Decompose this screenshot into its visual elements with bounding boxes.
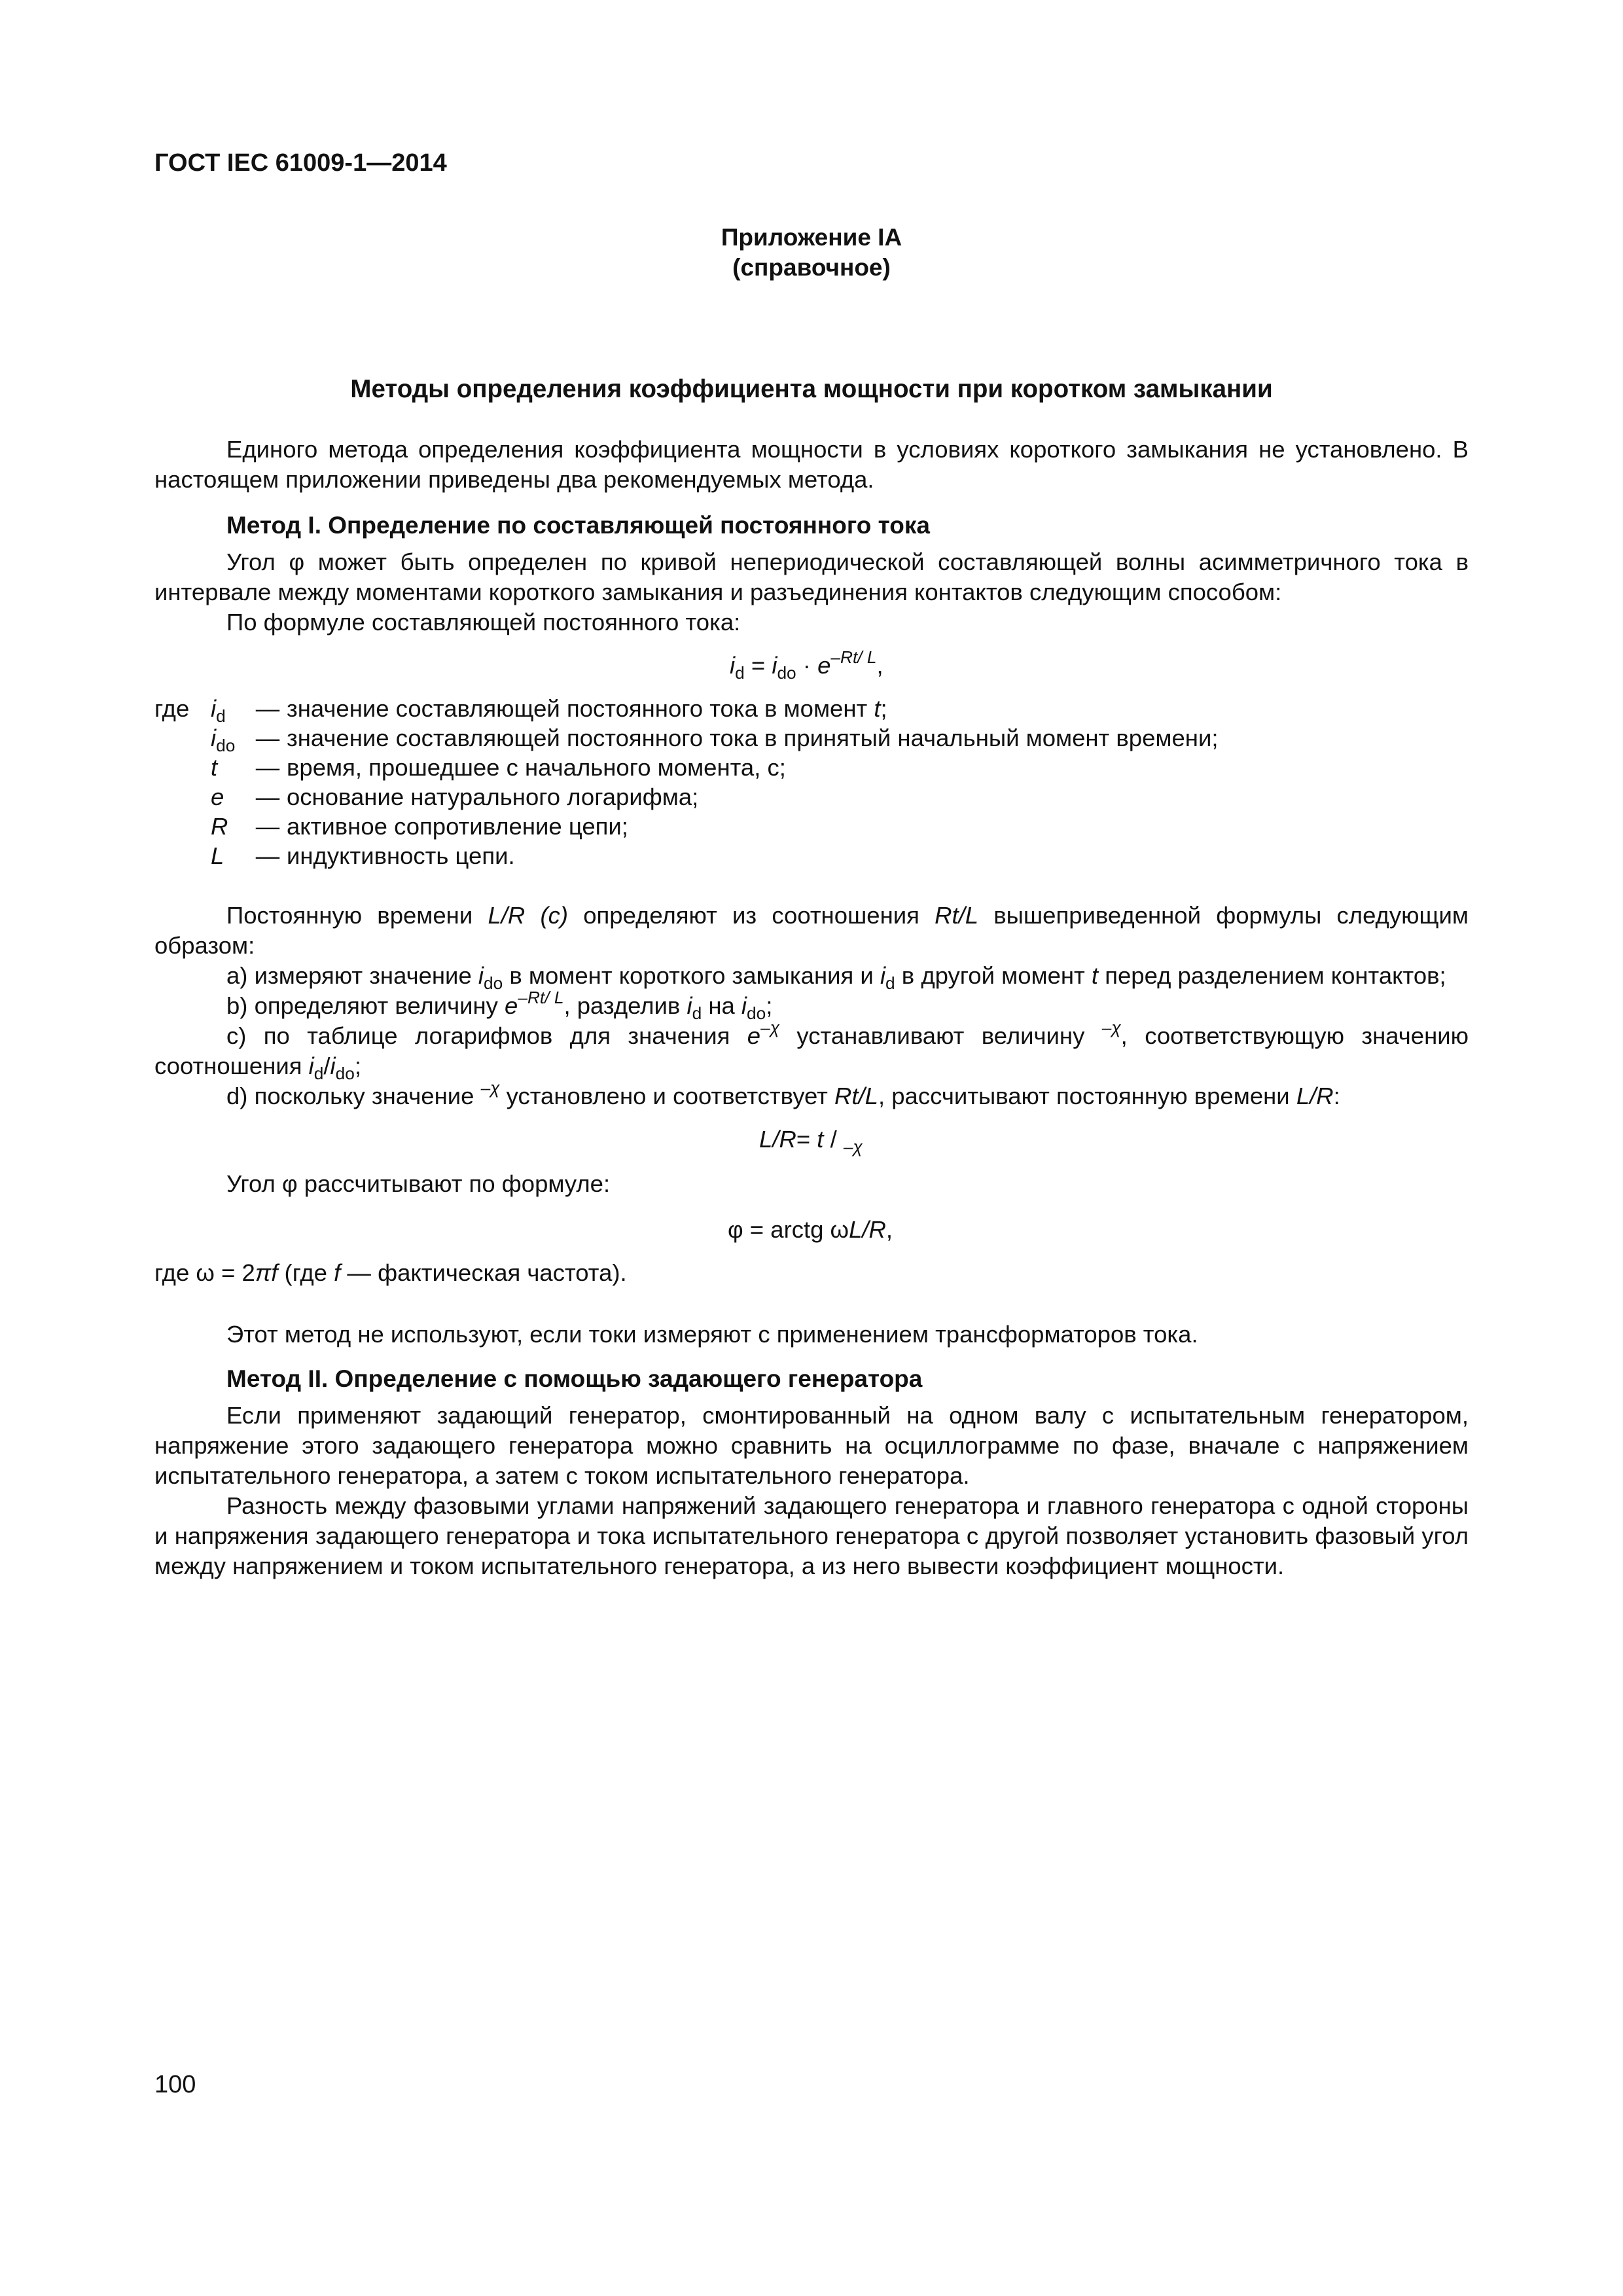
annex-title: Приложение IA bbox=[721, 224, 902, 251]
intro-paragraph: Единого метода определения коэффициента мощности в условиях короткого замыкания не установлено. В настоящем приложении приведены два рекомендуемых метода. bbox=[154, 436, 1469, 493]
definition-dash: — bbox=[255, 813, 280, 840]
document-id: ГОСТ IEC 61009-1—2014 bbox=[154, 149, 447, 177]
definition-row bbox=[154, 782, 1218, 812]
definition-symbol: $i_d$ bbox=[211, 695, 226, 726]
definition-text: основание натурального логарифма; bbox=[287, 783, 699, 810]
section-title: Методы определения коэффициента мощности при коротком замыкании bbox=[350, 375, 1273, 403]
definition-dash: — bbox=[255, 783, 280, 810]
where-label: где bbox=[154, 695, 190, 722]
definition-dash: — bbox=[255, 754, 280, 781]
method2-paragraph-2: Разность между фазовыми углами напряжений задающего генератора и главного генератора с одной стороны и напряжения задающего генератора и тока испытательного генератора с другой позволяет установить фазовый угол между напряжением и током испытательного генератора, а из него вывести коэффициент мощности. bbox=[154, 1492, 1469, 1579]
step-a: a) измеряют значение $i_{do}$ в момент короткого замыкания и $i_d$ в другой момент t перед разделением контактов; bbox=[226, 962, 1446, 993]
definition-text: время, прошедшее с начального момента, с; bbox=[287, 754, 786, 781]
definition-row bbox=[154, 841, 1218, 870]
definition-text: значение составляющей постоянного тока в принятый начальный момент времени; bbox=[287, 725, 1219, 751]
method1-paragraph-2: По формуле составляющей постоянного тока: bbox=[226, 609, 741, 636]
definition-row bbox=[154, 694, 1218, 723]
definition-text: активное сопротивление цепи; bbox=[287, 813, 628, 840]
annex-status: (справочное) bbox=[732, 254, 891, 281]
definition-dash: — bbox=[255, 842, 280, 869]
definition-dash: — bbox=[255, 725, 280, 751]
step-c: c) по таблице логарифмов для значения $e^{-\chi}$ устанавливают величину $^{-\chi}$, соответствующую значению соотношения $i_d/i_{do}$; bbox=[154, 1018, 1469, 1083]
definition-text: значение составляющей постоянного тока в момент t; bbox=[287, 695, 887, 722]
where-label bbox=[154, 812, 211, 841]
step-d: d) поскольку значение $^{-\chi}$ установлено и соответствует Rt/L, рассчитывают постоянную времени L/R: bbox=[226, 1078, 1340, 1109]
definition-dash: — bbox=[255, 695, 280, 722]
definition-symbol: e bbox=[211, 783, 224, 810]
definition-row bbox=[154, 753, 1218, 782]
where-label bbox=[154, 753, 211, 782]
method2-paragraph-1: Если применяют задающий генератор, смонтированный на одном валу с испытательным генератором, напряжение этого задающего генератора можно сравнить на осциллограмме по фазе, вначале с напряжением испытательного генератора, а затем с током испытательного генератора. bbox=[154, 1402, 1469, 1489]
definition-symbol: $i_{do}$ bbox=[211, 725, 236, 755]
formula-dc-component: $i_d = i_{do} \cdot e^{-Rt/ L}$, bbox=[730, 647, 883, 683]
where-label bbox=[154, 782, 211, 812]
page-number: 100 bbox=[154, 2071, 196, 2098]
method1-paragraph-6: Этот метод не используют, если токи измеряют с применением трансформаторов тока. bbox=[226, 1321, 1198, 1348]
step-b: b) определяют величину $e^{-Rt/ L}$, разделив $i_d$ на $i_{do}$; bbox=[226, 988, 773, 1023]
where-label bbox=[154, 841, 211, 870]
omega-definition: где ω = 2πf (где f — фактическая частота). bbox=[154, 1259, 627, 1286]
formula-phase-angle: φ = arctg ωL/R, bbox=[728, 1216, 893, 1243]
definition-symbol: L bbox=[211, 842, 224, 869]
definition-text: индуктивность цепи. bbox=[287, 842, 515, 869]
method1-paragraph-1: Угол φ может быть определен по кривой непериодической составляющей волны асимметричного тока в интервале между моментами короткого замыкания и разъединения контактов следующим способом: bbox=[154, 548, 1469, 605]
formula-time-constant: L/R= t / $_{-\chi}$ bbox=[759, 1126, 863, 1157]
definition-row bbox=[154, 812, 1218, 841]
definition-symbol: R bbox=[211, 813, 228, 840]
definition-symbol: t bbox=[211, 754, 218, 781]
method1-paragraph-4: Угол φ рассчитывают по формуле: bbox=[226, 1170, 611, 1197]
method1-paragraph-3: Постоянную времени L/R (c) определяют из соотношения Rt/L вышеприведенной формулы следующим образом: bbox=[154, 902, 1469, 959]
where-label bbox=[154, 723, 211, 753]
method2-heading: Метод II. Определение с помощью задающего генератора bbox=[226, 1365, 923, 1392]
definition-row bbox=[154, 723, 1218, 753]
method1-heading: Метод I. Определение по составляющей постоянного тока bbox=[226, 512, 930, 539]
definitions-list bbox=[154, 694, 1218, 870]
